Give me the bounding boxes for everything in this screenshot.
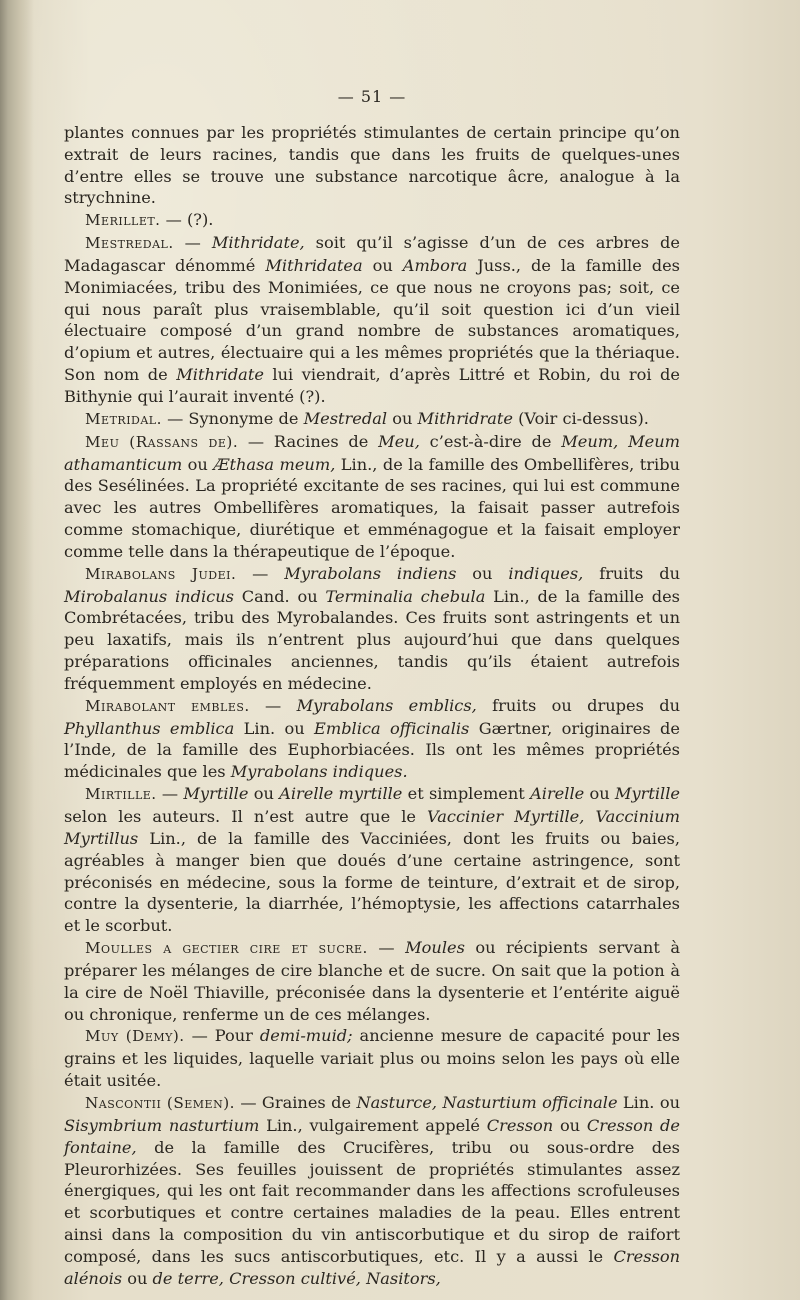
entry-text: ou [248,784,280,804]
entry-italic-text: Cresson [486,1115,554,1135]
entry-italic-text: Mithridate, [211,233,305,253]
entry-italic-text: Mestredal [303,408,388,428]
entry-italic-text: Myrtille [614,784,680,804]
entry-term: Nascontii (Semen). [85,1093,235,1112]
entry-text: — Graines de [234,1092,357,1112]
dictionary-entry [64,937,680,1025]
entry-text: — (?). [160,210,214,230]
entry-italic-text: Moules [405,938,465,958]
entry-text: ancienne mesure de capacité pour les grains et les liquides, laquelle variait plus ou moins selon les pays où elle était usitée. [64,1026,680,1091]
entry-italic-text: Terminalia chebula [325,586,486,606]
entry-text: de la famille des Crucifères, tribu ou sous-ordre des Pleurorhizées. Ses feuilles jouissent de propriétés stimulantes assez énergiques, qui les ont fait recommander dans les affections scrofuleuses et scorbutiques et contre certaines maladies de la peau. Elles entrent ainsi dans la composition du vin antiscorbutique et du sirop de raifort composé, dans les sucs antiscorbutiques, etc. Il y a aussi le [64,1137,680,1266]
entry-italic-text: Airelle myrtille [279,784,403,804]
entry-term: Mestredal. [85,234,174,253]
entry-term: Mirabolant embles. [85,696,250,715]
entry-term: Muy (Demy). [85,1027,185,1046]
dictionary-entry [64,1092,680,1290]
entry-text: fruits ou drupes du [476,695,680,715]
entry-text: Lin., de la famille des Combrétacées, tribu des Myrobalandes. Ces fruits sont astringents et un peu laxatifs, mais ils n’entrent plus aujourd’hui que dans quelques préparations officinales anciennes, tandis qu’ils étaient autrefois fréquemment employés en médecine. [64,586,680,693]
entry-text: ou [553,1115,587,1135]
entry-italic-text: Mithridatea [265,255,363,275]
entry-term: Mirabolans Judei. [85,564,237,583]
entry-text: — [173,233,212,253]
dictionary-entry [64,209,680,232]
entry-text: Lin., vulgairement appelé [259,1115,487,1135]
entry-italic-text: demi-muid; [259,1026,353,1046]
entry-text: Gærtner, originaires de l’Inde, de la famille des Euphorbiacées. Ils ont les mêmes propriétés médicinales que les [64,718,680,782]
entry-text: — [367,938,406,958]
entry-text: Cand. ou [233,586,326,606]
entry-term: Merillet. [85,211,161,230]
entry-italic-text: Sisymbrium nasturtium [64,1115,260,1135]
entry-term: Meu (Rassans de). [85,432,239,451]
entry-italic-text: Myrabolans indiques. [230,762,408,782]
entry-italic-text: Cresson alénois [64,1246,680,1288]
entry-italic-text: Emblica officinalis [314,718,470,738]
entry-italic-text: Myrabolans emblics, [296,695,477,715]
entry-text: — [236,563,285,583]
entry-italic-text: Mithridate [176,365,264,385]
entry-text: (Voir ci-dessus). [512,408,649,428]
entry-text: Juss., de la famille des Monimiacées, tribu des Monimiées, ce que nous ne croyons pas; soit, ce qui nous paraît plus vraisemblable, qu’il soit question ici d’un vieil électuaire composé d’un grand nombre de substances aromatiques, d’opium et autres, électuaire qui a les mêmes propriétés que la thériaque. Son nom de [64,255,680,385]
page-edge-shadow [0,0,34,1300]
intro-paragraph: plantes connues par les propriétés stimulantes de certain principe qu’on extrait de leurs racines, tandis que dans les fruits de quelques-unes d’entre elles se trouve une substance narcotique âcre, analogue à la strychnine. [64,122,680,208]
entry-text: Lin. ou [234,718,315,738]
entry-term: Metridal. [85,409,162,428]
entry-text: selon les auteurs. Il n’est autre que le [64,807,428,826]
entry-italic-text: Ambora [402,255,468,275]
dictionary-entry [64,232,680,408]
entry-text: ou récipients servant à préparer les mélanges de cire blanche et de sucre. On sait que la potion à la cire de Noël Thiaville, préconisée dans la dysenterie et l’entérite aiguë ou chronique, renferme un de ces mélanges. [64,938,680,1024]
page-number: — 51 — [337,87,407,106]
dictionary-entry [64,783,680,937]
entry-text: ou [584,784,615,804]
entry-text: Lin., de la famille des Vacciniées, dont les fruits ou baies, agréables à manger bien que doués d’une certaine astringence, sont préconisés en médecine, sous la forme de teinture, d’extrait et de sirop, contre la dysenterie, la diarrhée, l’hémoptysie, les affections catarrhales et le scorbut. [64,828,680,936]
entry-text: ou [362,255,403,275]
entry-italic-text: Nasturce, Nasturtium officinale [356,1092,618,1112]
dictionary-entry [64,563,680,695]
entry-italic-text: Vaccinier Myrtille, Vaccinium Myrtillus [64,807,680,848]
entry-italic-text: Airelle [530,784,585,804]
entry-italic-text: Meu, [378,431,420,451]
page-text-block [64,86,680,1290]
entry-text: soit qu’il s’agisse d’un de ces arbres de Madagascar dénommé [64,233,680,275]
entry-italic-text: Meum, Meum athamanticum [64,431,680,474]
entry-term: Mirtille. [85,785,157,804]
entry-italic-text: Myrtille [183,784,249,804]
entry-italic-text: Æthasa meum, [213,454,336,474]
entry-text: et simplement [402,784,531,804]
entry-italic-text: indiques, [508,563,584,583]
entry-italic-text: Mithridrate [417,408,513,428]
entry-text: — Racines de [238,431,379,451]
entry-text: ou [456,563,509,583]
entry-term: Moulles a gectier cire et sucre. [85,939,368,958]
entry-text: Lin. ou [617,1092,680,1112]
dictionary-entries [64,209,680,1289]
entry-italic-text: Myrabolans indiens [284,563,457,583]
entry-text: lui viendrait, d’après Littré et Robin, du roi de Bithynie qui l’aurait inventé (?). [64,365,680,406]
entry-text: — [156,784,184,804]
entry-text: ou [182,454,214,474]
entry-text: — [249,695,297,715]
entry-text: — Synonyme de [161,408,304,428]
entry-italic-text: Mirobalanus indicus [64,586,234,606]
entry-italic-text: de terre, Cresson cultivé, Nasitors, [152,1268,441,1288]
dictionary-entry [64,431,680,563]
entry-text: c’est-à-dire de [419,431,562,451]
entry-text: ou [122,1268,153,1288]
entry-text: Lin., de la famille des Ombellifères, tribu des Sesélinées. La propriété excitante de ses racines, qui lui est commune avec les autres Ombellifères aromatiques, la faisait passer autrefois comme stomachique, diurétique et emménagogue et la faisait employer comme telle dans la thérapeutique de l’époque. [64,454,680,561]
entry-text: ou [387,408,418,428]
entry-italic-text: Cresson de fontaine, [64,1115,680,1157]
dictionary-entry [64,1025,680,1092]
entry-text: — Pour [184,1026,260,1046]
entry-italic-text: Phyllanthus emblica [64,718,235,738]
dictionary-entry [64,408,680,431]
dictionary-entry [64,695,680,783]
entry-text: fruits du [583,563,681,583]
